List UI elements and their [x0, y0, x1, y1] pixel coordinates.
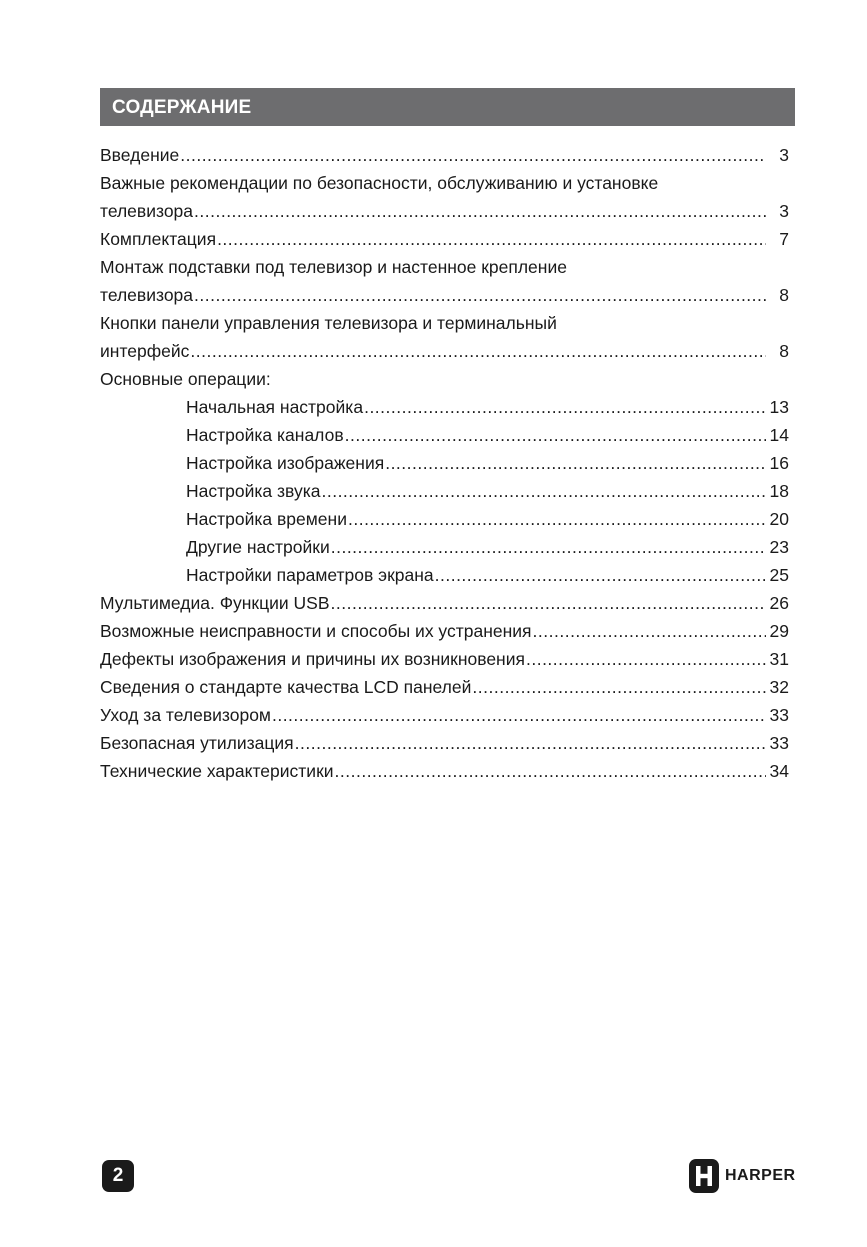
toc-leader-dots [533, 617, 766, 645]
toc-entry-lcd-quality[interactable] [100, 673, 789, 701]
section-header [100, 88, 795, 126]
toc-entry-label: Монтаж подставки под телевизор и настенное крепление [100, 257, 567, 277]
toc-entry-multimedia-usb[interactable] [100, 589, 789, 617]
toc-entry-page: 7 [779, 229, 789, 249]
brand-name: HARPER [725, 1167, 796, 1184]
toc-leader-dots [194, 197, 766, 225]
page-number-badge [102, 1160, 134, 1192]
toc-leader-dots [217, 225, 766, 253]
toc-leader-dots [272, 701, 766, 729]
toc-entry-page: 14 [769, 425, 789, 445]
toc-entry-mounting-cont[interactable] [100, 281, 789, 309]
toc-entry-control-panel[interactable] [100, 309, 789, 337]
brand-logo [689, 1159, 796, 1193]
toc-entry-page: 33 [769, 733, 789, 753]
toc-entry-page: 8 [779, 285, 789, 305]
toc-leader-dots [526, 645, 766, 673]
toc-entry-label: Безопасная утилизация [100, 733, 294, 753]
toc-entry-page: 13 [769, 397, 789, 417]
toc-entry-label: Технические характеристики [100, 761, 334, 781]
toc-leader-dots [385, 449, 766, 477]
toc-leader-dots [364, 393, 766, 421]
toc-entry-label: Основные операции: [100, 369, 271, 389]
toc-entry-initial-setup[interactable] [100, 393, 789, 421]
toc-leader-dots [180, 141, 766, 169]
toc-entry-page: 33 [769, 705, 789, 725]
toc-entry-label: Начальная настройка [186, 397, 364, 417]
toc-entry-label: Возможные неисправности и способы их устранения [100, 621, 532, 641]
toc-entry-page: 20 [769, 509, 789, 529]
toc-leader-dots [194, 281, 766, 309]
toc-leader-dots [321, 477, 766, 505]
toc-entry-safety[interactable] [100, 169, 789, 197]
toc-entry-package-contents[interactable] [100, 225, 789, 253]
toc-entry-page: 3 [779, 145, 789, 165]
toc-entry-label: Настройка каналов [186, 425, 344, 445]
toc-leader-dots [331, 533, 766, 561]
toc-entry-label: Сведения о стандарте качества LCD панелей [100, 677, 472, 697]
toc-entry-page: 26 [769, 593, 789, 613]
toc-entry-other-settings[interactable] [100, 533, 789, 561]
toc-entry-label: телевизора [100, 285, 194, 305]
toc-leader-dots [435, 561, 766, 589]
toc-entry-introduction[interactable] [100, 141, 789, 169]
toc-entry-label: Важные рекомендации по безопасности, обслуживанию и установке [100, 173, 659, 193]
table-of-contents [100, 141, 789, 785]
toc-entry-page: 18 [769, 481, 789, 501]
toc-entry-page: 16 [769, 453, 789, 473]
page-number: 2 [112, 1165, 124, 1186]
toc-entry-specifications[interactable] [100, 757, 789, 785]
toc-entry-label: Настройки параметров экрана [186, 565, 434, 585]
toc-entry-label: Мультимедиа. Функции USB [100, 593, 330, 613]
toc-entry-label: интерфейс [100, 341, 190, 361]
toc-entry-label: Введение [100, 145, 180, 165]
toc-entry-troubleshooting[interactable] [100, 617, 789, 645]
toc-leader-dots [190, 337, 766, 365]
toc-entry-page: 8 [779, 341, 789, 361]
harper-logo-icon [689, 1159, 719, 1193]
toc-leader-dots [472, 673, 766, 701]
toc-entry-label: Дефекты изображения и причины их возникновения [100, 649, 525, 669]
toc-entry-page: 3 [779, 201, 789, 221]
toc-entry-page: 23 [769, 537, 789, 557]
toc-entry-sound-setup[interactable] [100, 477, 789, 505]
toc-entry-picture-setup[interactable] [100, 449, 789, 477]
toc-leader-dots [331, 589, 766, 617]
toc-entry-picture-defects[interactable] [100, 645, 789, 673]
toc-entry-label: Настройка изображения [186, 453, 385, 473]
toc-entry-mounting[interactable] [100, 253, 789, 281]
toc-entry-page: 31 [769, 649, 789, 669]
toc-entry-label: Уход за телевизором [100, 705, 271, 725]
toc-entry-label: Комплектация [100, 229, 217, 249]
toc-entry-page: 29 [769, 621, 789, 641]
toc-entry-label: Кнопки панели управления телевизора и терминальный [100, 313, 557, 333]
toc-entry-basic-operations [100, 365, 789, 393]
page-title: СОДЕРЖАНИЕ [112, 97, 252, 118]
toc-entry-safety-cont[interactable] [100, 197, 789, 225]
toc-entry-page: 25 [769, 565, 789, 585]
toc-entry-label: телевизора [100, 201, 194, 221]
toc-entry-page: 32 [769, 677, 789, 697]
toc-entry-time-setup[interactable] [100, 505, 789, 533]
toc-entry-channel-setup[interactable] [100, 421, 789, 449]
toc-leader-dots [335, 757, 766, 785]
toc-entry-label: Настройка времени [186, 509, 347, 529]
toc-leader-dots [295, 729, 766, 757]
toc-entry-screen-settings[interactable] [100, 561, 789, 589]
toc-entry-page: 34 [769, 761, 789, 781]
toc-entry-control-panel-cont[interactable] [100, 337, 789, 365]
toc-entry-label: Настройка звука [186, 481, 321, 501]
toc-leader-dots [345, 421, 766, 449]
toc-leader-dots [348, 505, 766, 533]
toc-entry-label: Другие настройки [186, 537, 330, 557]
toc-entry-tv-care[interactable] [100, 701, 789, 729]
toc-entry-disposal[interactable] [100, 729, 789, 757]
